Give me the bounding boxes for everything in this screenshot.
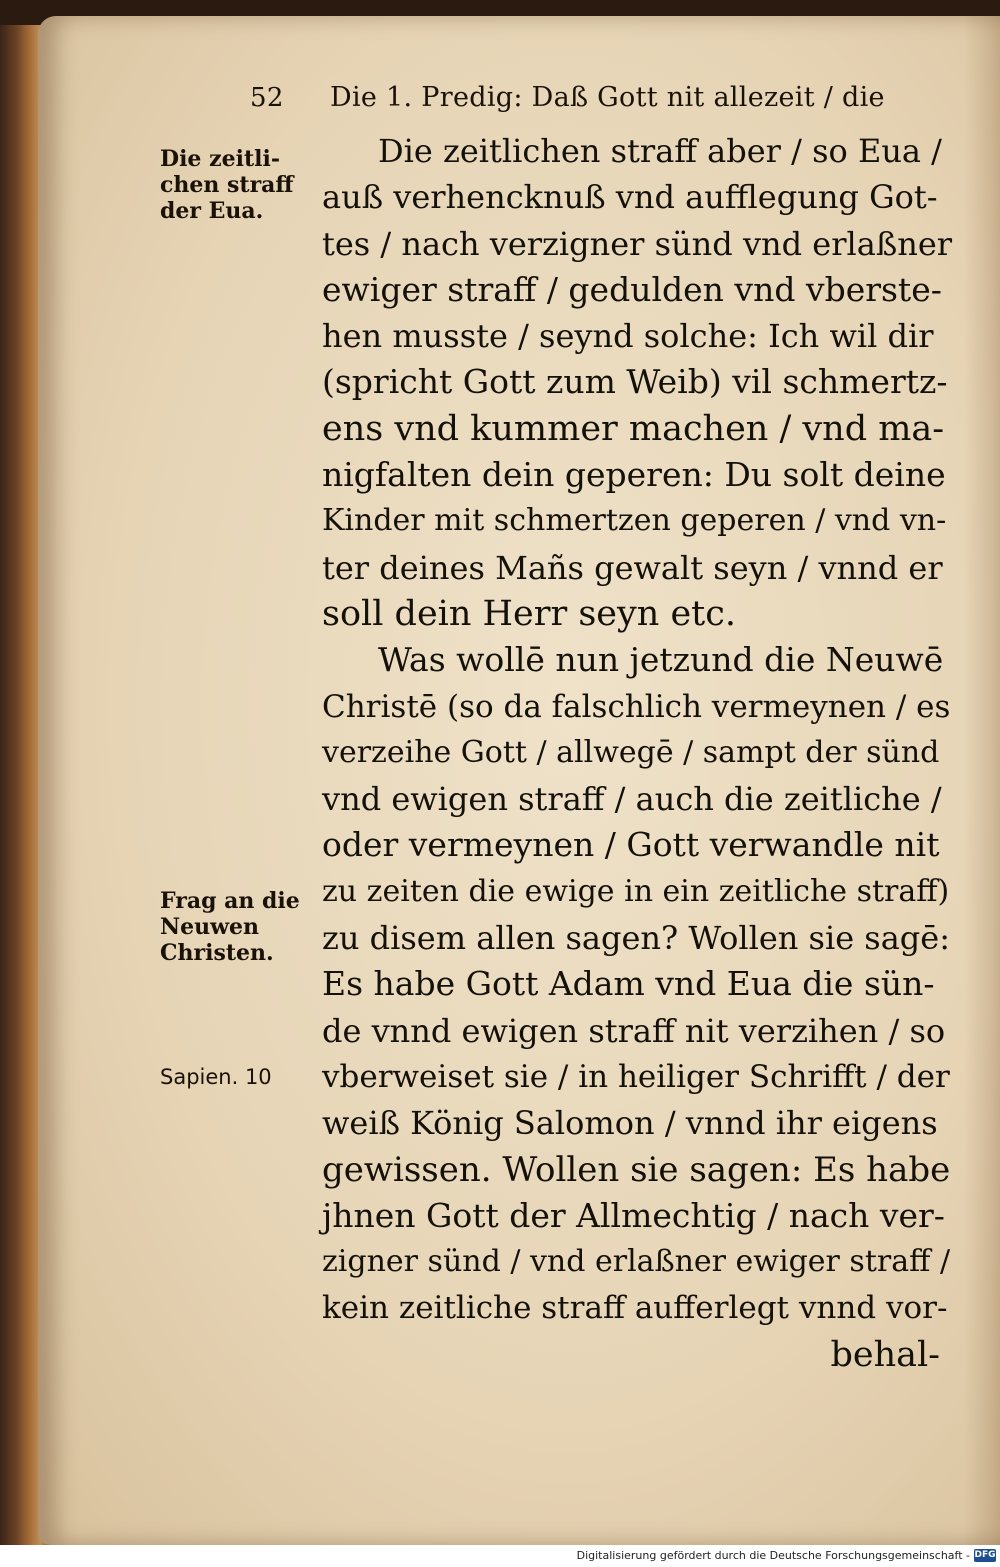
running-title: Die 1. Predig: Daß Gott nit allezeit / die [330,82,885,113]
marginal-note: Frag an die Neuwen Christen. [160,888,300,966]
text-line: kein zeitliche straff aufferlegt vnnd vor- [322,1290,948,1327]
dfg-logo-icon: DFG [974,1550,996,1560]
marginal-note-reference: Sapien. 10 [160,1065,272,1089]
text-line: gewissen. Wollen sie sagen: Es habe [322,1149,951,1190]
text-line: soll dein Herr seyn etc. [322,593,736,634]
text-line: Es habe Gott Adam vnd Eua die sün- [322,964,935,1004]
catchword: behal- [830,1334,940,1375]
text-line: nigfalten dein geperen: Du solt deine [322,455,946,495]
text-line: de vnnd ewigen straff nit verzihen / so [322,1011,946,1050]
text-line: hen musste / seynd solche: Ich wil dir [322,317,934,356]
text-line: tes / nach verzigner sünd vnd erlaßner [322,224,953,263]
text-line: zigner sünd / vnd erlaßner ewiger straff / [322,1244,951,1280]
text-line: vnd ewigen straff / auch die zeitliche / [322,780,942,819]
page-number: 52 [250,83,284,113]
running-header [250,82,950,122]
text-line: Kinder mit schmertzen geperen / vnd vn- [322,503,947,539]
text-line: verzeihe Gott / allwegē / sampt der sünd [322,734,940,770]
text-line: ter deines Mañs gewalt seyn / vnnd er [322,548,943,587]
text-line: zu disem allen sagen? Wollen sie sagē: [322,919,950,958]
marginal-note: Die zeitli- chen straff der Eua. [160,146,294,224]
page-edge-shadow [964,16,1000,1545]
funding-credit: Digitalisierung gefördert durch die Deutsche Forschungsgemeinschaft - [576,1549,970,1562]
text-line: auß verhencknuß vnd aufflegung Got- [322,178,938,217]
text-line: Die zeitlichen straff aber / so Eua / [378,132,942,170]
text-line: Christē (so da falschlich vermeynen / es [322,688,951,725]
text-line: (spricht Gott zum Weib) vil schmertz- [322,362,948,402]
text-line: Was wollē nun jetzund die Neuwē [378,640,944,680]
text-line: weiß König Salomon / vnnd ihr eigens [322,1104,938,1143]
text-line: ewiger straff / gedulden vnd vberste- [322,269,942,309]
body-text [322,128,952,1378]
text-line: zu zeiten die ewige in ein zeitliche straff) [322,873,950,909]
text-line: ens vnd kummer machen / vnd ma- [322,408,945,449]
text-line: jhnen Gott der Allmechtig / nach ver- [322,1195,945,1235]
text-line: oder vermeynen / Gott verwandle nit [322,825,940,865]
text-line: vberweiset sie / in heiliger Schrifft / der [322,1058,950,1095]
